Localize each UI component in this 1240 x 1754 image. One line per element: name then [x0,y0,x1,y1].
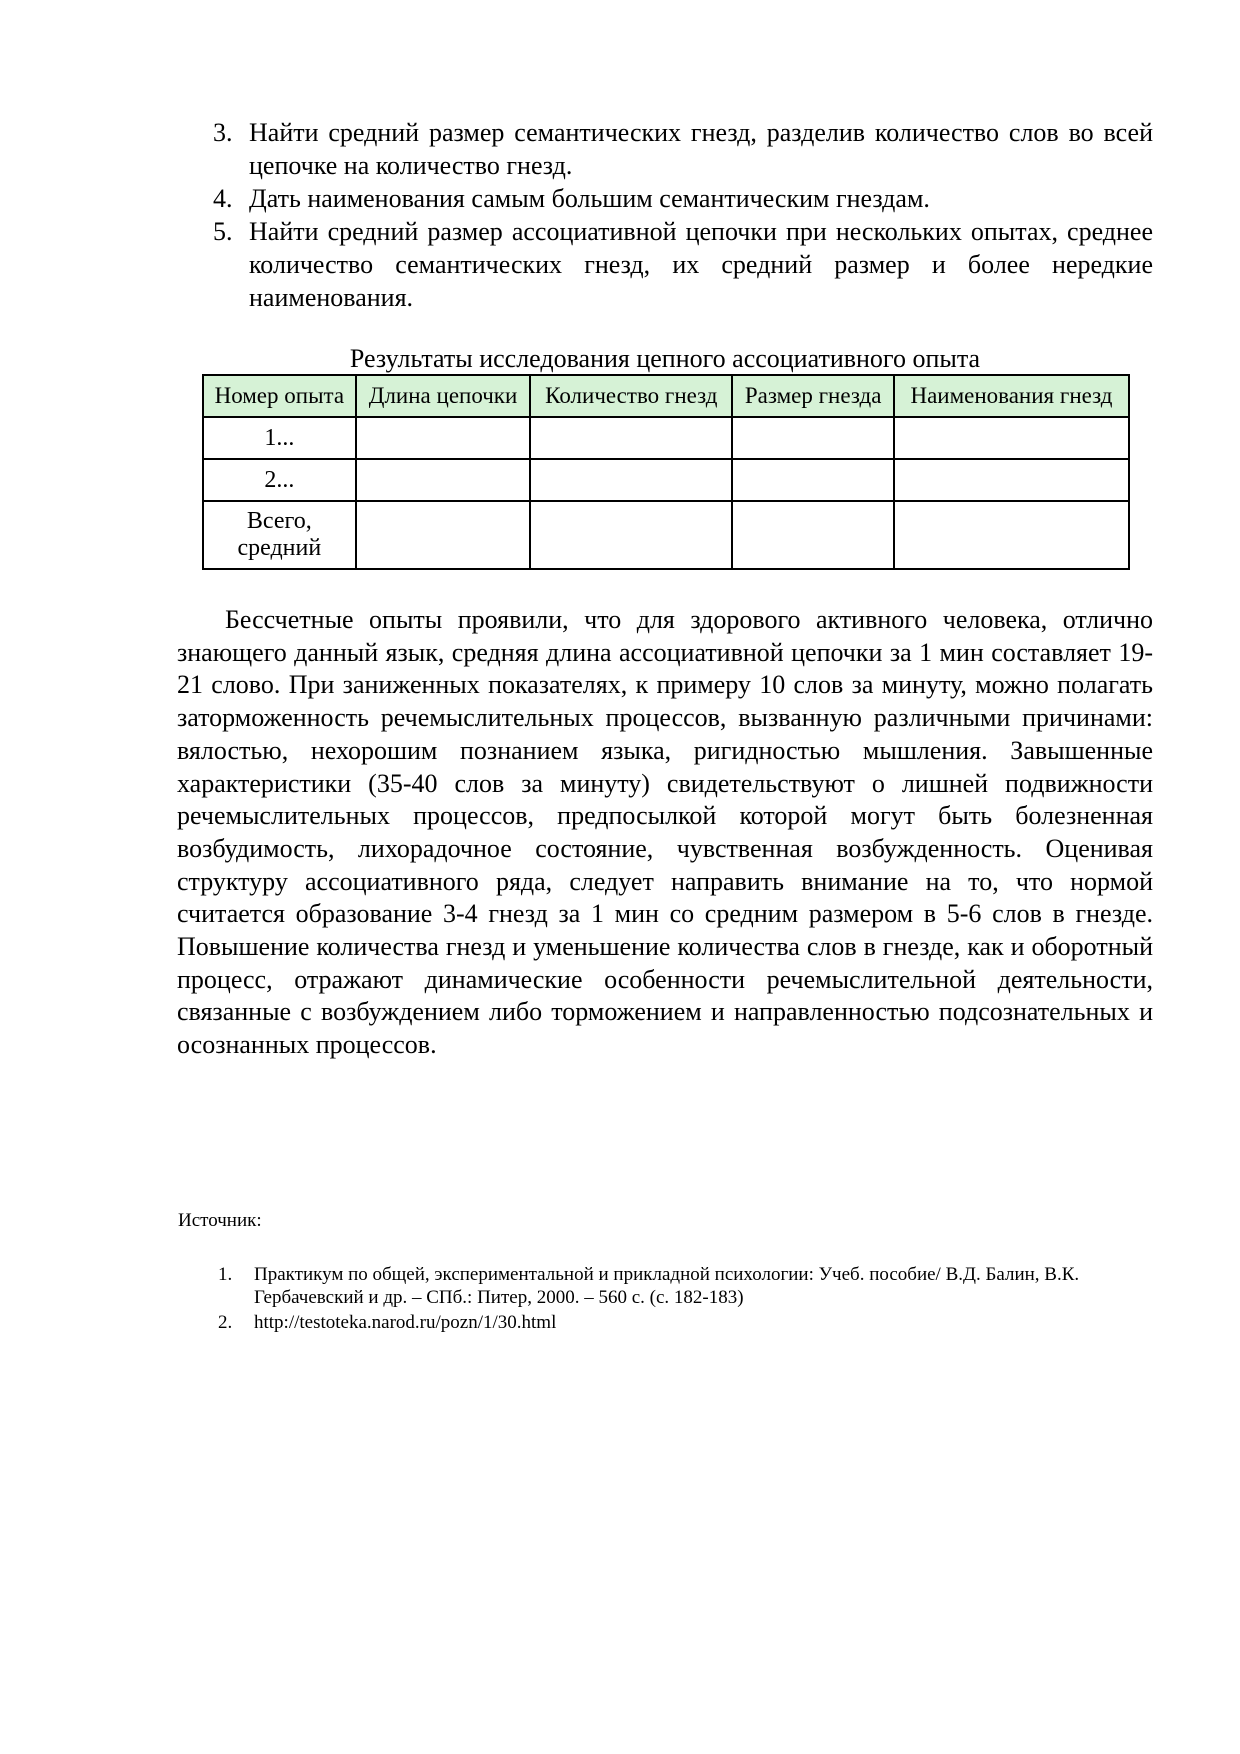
table-cell [356,417,531,459]
table-cell [894,417,1129,459]
table-cell [732,417,894,459]
table-cell [530,417,732,459]
list-item-text: Найти средний размер семантических гнезд, разделив количество слов во всей цепочке на количество гнезд. [249,118,1153,180]
list-item-text: Дать наименования самым большим семантическим гнездам. [249,184,930,213]
list-item-number: 2. [218,1312,233,1333]
table-cell [732,459,894,501]
list-item-text: Найти средний размер ассоциативной цепочки при нескольких опытах, среднее количество семантических гнезд, их средний размер и более нередкие наименования. [249,217,1153,312]
list-item-number: 1. [218,1264,233,1285]
column-header-experiment-number: Номер опыта [203,375,356,417]
row-label [203,417,356,459]
body-paragraph: Бессчетные опыты проявили, что для здорового активного человека, отлично знающего данный язык, средняя длина ассоциативной цепочки за 1 мин составляет 19-21 слово. При заниженных показателях, к примеру 10 слов за минуту, можно полагать заторможенность речемыслительных процессов, вызванную различными причинами: вялостью, нехорошим познанием языка, ригидностью мышления. Завышенные характеристики (35-40 слов за минуту) свидетельствуют о лишней подвижности речемыслительных процессов, предпосылкой которой могут быть болезненная возбудимость, лихорадочное состояние, чувственная возбужденность. Оценивая структуру ассоциативного ряда, следует направить внимание на то, что нормой считается образование 3-4 гнезд за 1 мин со средним размером в 5-6 слов в гнезде. Повышение количества гнезд и уменьшение количества слов в гнезде, как и оборотный процесс, отражают динамические особенности речемыслительной деятельности, связанные с возбуждением либо торможением и направленностью подсознательных и осознанных процессов. [177,605,1153,1060]
row-label-line: Всего, [246,508,312,534]
table-row [203,501,1129,569]
table-cell [356,459,531,501]
table-cell [894,501,1129,569]
list-item-number: 5. [213,217,233,246]
column-header-nest-names: Наименования гнезд [894,375,1129,417]
table-cell [530,501,732,569]
sources-list [218,1263,1138,1336]
sources-title: Источник: [178,1210,262,1231]
list-item [218,1311,1138,1334]
table-row [203,417,1129,459]
table-cell [894,459,1129,501]
table-cell [732,501,894,569]
list-item [205,182,1153,215]
source-text: Практикум по общей, экспериментальной и прикладной психологии: Учеб. пособие/ В.Д. Балин, В.К. Гербачевский и др. – СПб.: Питер, 2000. – 560 с. (с. 182-183) [254,1264,1080,1308]
source-link[interactable]: http://testoteka.narod.ru/pozn/1/30.html [254,1312,557,1333]
row-label-line: средний [237,535,322,561]
list-item [218,1263,1138,1309]
table-caption: Результаты исследования цепного ассоциативного опыта [349,344,981,373]
row-label [203,501,356,569]
table-cell [530,459,732,501]
column-header-chain-length: Длина цепочки [356,375,531,417]
row-label [203,459,356,501]
list-item [205,215,1153,314]
row-label-line: 2... [264,466,295,493]
row-label-line: 1... [264,424,295,451]
steps-list [205,116,1153,314]
column-header-nest-size: Размер гнезда [732,375,894,417]
table-cell [356,501,531,569]
table-row [203,459,1129,501]
list-item-number: 4. [213,184,233,213]
table-header-row [203,375,1129,417]
column-header-nest-count: Количество гнезд [530,375,732,417]
list-item-number: 3. [213,118,233,147]
list-item [205,116,1153,182]
results-table [202,374,1130,570]
